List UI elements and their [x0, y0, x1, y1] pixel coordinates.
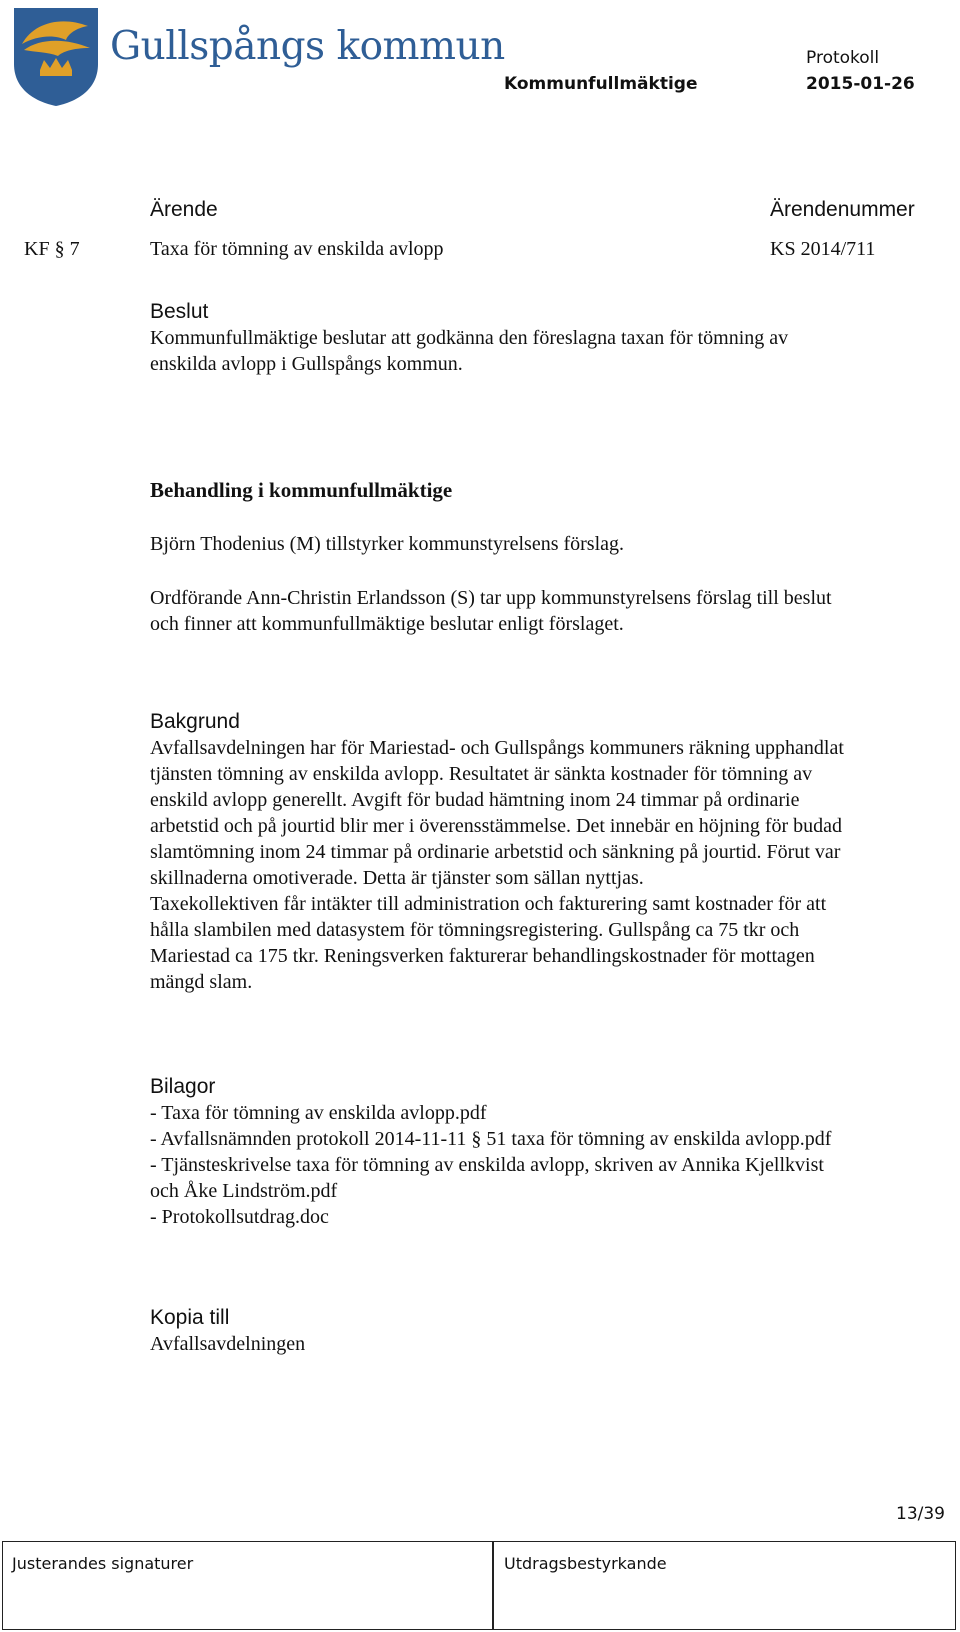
behandling-line: och finner att kommunfullmäktige beslutar enligt förslaget. — [150, 613, 624, 635]
document-type: Protokoll — [806, 48, 880, 68]
beslut-line: Kommunfullmäktige beslutar att godkänna den föreslagna taxan för tömning av — [150, 327, 789, 349]
bakgrund-line: hålla slambilen med datasystem för tömningsregistering. Gullspång ca 75 tkr och — [150, 919, 800, 941]
attachment-item: - Taxa för tömning av enskilda avlopp.pdf — [150, 1102, 487, 1124]
behandling-paragraph-1: Björn Thodenius (M) tillstyrker kommunstyrelsens förslag. — [150, 533, 625, 555]
case-title: Taxa för tömning av enskilda avlopp — [150, 238, 444, 260]
attachment-item: - Avfallsnämnden protokoll 2014-11-11 § 51 taxa för tömning av enskilda avlopp.pdf — [150, 1128, 832, 1150]
case-number-label: Ärendenummer — [770, 198, 915, 221]
bakgrund-text — [150, 735, 940, 995]
municipal-crest-logo — [10, 4, 102, 108]
bakgrund-line: tjänsten tömning av enskilda avlopp. Resultatet är sänkta kostnader för tömning av — [150, 763, 813, 785]
bakgrund-line: slamtömning inom 24 timmar på ordinarie arbetstid och sänkning på jourtid. Förut var — [150, 841, 841, 863]
signatures-label: Justerandes signaturer — [12, 1554, 194, 1573]
behandling-paragraph-2 — [150, 585, 940, 637]
behandling-line: Ordförande Ann-Christin Erlandsson (S) tar upp kommunstyrelsens förslag till beslut — [150, 587, 832, 609]
bakgrund-heading: Bakgrund — [150, 710, 240, 733]
organization-name: Gullspångs kommun — [110, 24, 505, 69]
extract-label: Utdragsbestyrkande — [504, 1554, 667, 1573]
bilagor-list — [150, 1100, 940, 1230]
behandling-heading: Behandling i kommunfullmäktige — [150, 478, 453, 502]
beslut-line: enskilda avlopp i Gullspångs kommun. — [150, 353, 463, 375]
bakgrund-line: Avfallsavdelningen har för Mariestad- och Gullspångs kommuners räkning upphandlat — [150, 737, 844, 759]
case-heading-label: Ärende — [150, 198, 218, 221]
beslut-text — [150, 325, 940, 377]
page-number: 13/39 — [896, 1504, 945, 1524]
bakgrund-line: Mariestad ca 175 tkr. Reningsverken fakturerar behandlingskostnader för mottagen — [150, 945, 815, 967]
case-number: KS 2014/711 — [770, 238, 876, 260]
meeting-date: 2015-01-26 — [806, 74, 915, 94]
bakgrund-line: mängd slam. — [150, 971, 253, 993]
kopia-recipient: Avfallsavdelningen — [150, 1333, 306, 1355]
attachment-item: och Åke Lindström.pdf — [150, 1180, 338, 1202]
footer-divider — [492, 1541, 494, 1630]
bakgrund-line: Taxekollektiven får intäkter till administration och fakturering samt kostnader för att — [150, 893, 827, 915]
attachment-item: - Tjänsteskrivelse taxa för tömning av enskilda avlopp, skriven av Annika Kjellkvist — [150, 1154, 824, 1176]
governing-body: Kommunfullmäktige — [504, 74, 698, 94]
case-paragraph: KF § 7 — [24, 238, 80, 260]
bakgrund-line: arbetstid och på jourtid blir mer i överensstämmelse. Det innebär en höjning för budad — [150, 815, 843, 837]
bakgrund-line: enskild avlopp generellt. Avgift för budad hämtning inom 24 timmar på ordinarie — [150, 789, 800, 811]
beslut-heading: Beslut — [150, 300, 209, 323]
attachment-item: - Protokollsutdrag.doc — [150, 1206, 329, 1228]
kopia-heading: Kopia till — [150, 1306, 230, 1329]
bilagor-heading: Bilagor — [150, 1075, 216, 1098]
bakgrund-line: skillnaderna omotiverade. Detta är tjänster som sällan nyttjas. — [150, 867, 644, 889]
